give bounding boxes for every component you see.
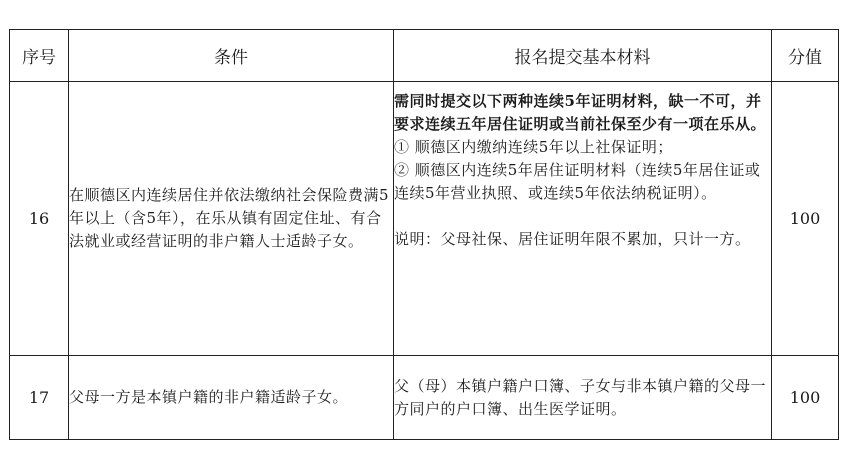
materials-note: 说明：父母社保、居住证明年限不累加，只计一方。 [394,230,751,248]
row-condition: 父母一方是本镇户籍的非户籍适龄子女。 [69,356,394,440]
enrollment-conditions-table [9,29,839,440]
row-score: 100 [772,82,839,356]
header-serial: 序号 [10,30,69,82]
materials-item: ① 顺德区内缴纳连续5年以上社保证明； [394,138,673,156]
row-serial: 17 [10,356,69,440]
table-row [10,82,839,356]
materials-requirement: 需同时提交以下两种连续5年证明材料，缺一不可，并要求连续五年居住证明或当前社保至少有一项在乐从。 [394,92,767,133]
row-score: 100 [772,356,839,440]
row-materials [394,82,772,356]
row-materials: 父（母）本镇户籍户口簿、子女与非本镇户籍的父母一方同户的户口簿、出生医学证明。 [394,356,772,440]
header-materials: 报名提交基本材料 [394,30,772,82]
row-condition: 在顺德区内连续居住并依法缴纳社会保险费满5年以上（含5年），在乐从镇有固定住址、有合法就业或经营证明的非户籍人士适龄子女。 [69,82,394,356]
row-serial: 16 [10,82,69,356]
header-condition: 条件 [69,30,394,82]
materials-item: ② 顺德区内连续5年居住证明材料（连续5年居住证或连续5年营业执照、或连续5年依法纳税证明）。 [394,161,761,202]
table-header-row [10,30,839,82]
table-row [10,356,839,440]
header-score: 分值 [772,30,839,82]
